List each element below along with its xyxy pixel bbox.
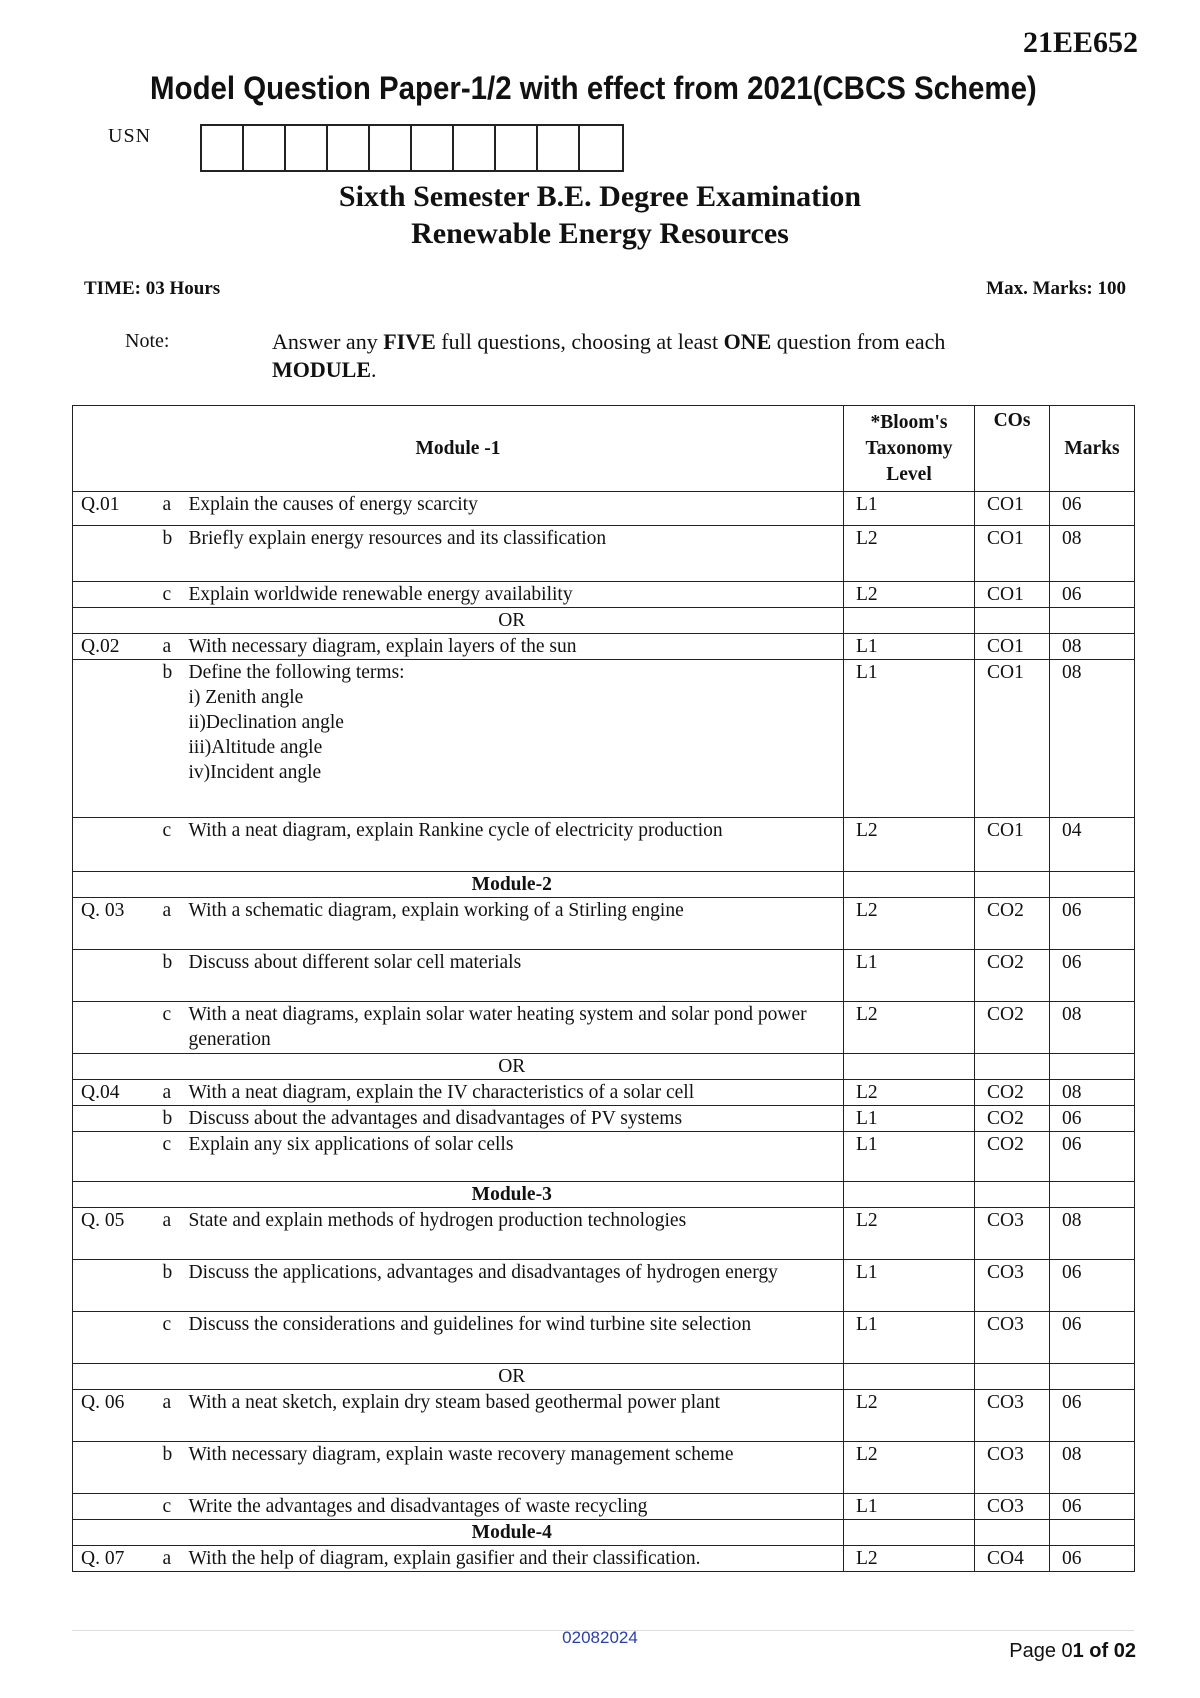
bloom-level: L1 (844, 1494, 975, 1520)
marks: 06 (1050, 1132, 1135, 1182)
question-text (185, 818, 844, 872)
marks (1050, 608, 1135, 634)
question-text (185, 1546, 844, 1572)
question-text (185, 526, 844, 582)
course-outcome: CO2 (975, 950, 1050, 1002)
marks: 06 (1050, 1260, 1135, 1312)
marks: 08 (1050, 1208, 1135, 1260)
question-number (73, 1132, 151, 1182)
question-row (73, 898, 1135, 950)
marks: 04 (1050, 818, 1135, 872)
usn-label: USN (108, 125, 152, 147)
bloom-level: L1 (844, 660, 975, 818)
sub-label: b (151, 1442, 185, 1494)
question-row (73, 526, 1135, 582)
question-text (185, 1132, 844, 1182)
course-outcome: CO3 (975, 1390, 1050, 1442)
bloom-level: L1 (844, 1106, 975, 1132)
header-marks: Marks (1050, 406, 1135, 492)
usn-box[interactable] (412, 126, 454, 170)
sub-label: c (151, 582, 185, 608)
question-number (73, 526, 151, 582)
course-outcome: CO1 (975, 634, 1050, 660)
question-number (73, 1054, 151, 1080)
marks: 06 (1050, 1390, 1135, 1442)
question-row (73, 950, 1135, 1002)
module-row (73, 872, 1135, 898)
question-main-text: Discuss the applications, advantages and disadvantages of hydrogen energy (188, 1262, 778, 1283)
sub-label: c (151, 1002, 185, 1054)
course-outcome (975, 872, 1050, 898)
sub-label: b (151, 1106, 185, 1132)
usn-box[interactable] (328, 126, 370, 170)
sub-label: b (151, 526, 185, 582)
bloom-level (844, 608, 975, 634)
bloom-level: L2 (844, 1208, 975, 1260)
question-number (73, 950, 151, 1002)
module-row (73, 1520, 1135, 1546)
module-heading: Module-4 (185, 1520, 844, 1546)
course-outcome: CO1 (975, 582, 1050, 608)
question-main-text: Discuss about different solar cell materials (188, 952, 522, 973)
marks: 08 (1050, 660, 1135, 818)
question-main-text: Explain worldwide renewable energy availability (188, 584, 573, 605)
question-main-text: Briefly explain energy resources and its classification (188, 528, 607, 549)
module-row (73, 1182, 1135, 1208)
usn-box[interactable] (202, 126, 244, 170)
course-outcome: CO1 (975, 818, 1050, 872)
sub-label (151, 1364, 185, 1390)
paper-title: Model Question Paper-1/2 with effect from 2021(CBCS Scheme) (150, 70, 1037, 106)
sub-label (151, 872, 185, 898)
question-main-text: With necessary diagram, explain waste recovery management scheme (188, 1444, 734, 1465)
question-text (185, 1208, 844, 1260)
question-number (73, 1312, 151, 1364)
page-number: Page 01 of 02 (1009, 1640, 1136, 1662)
sub-label: a (151, 1546, 185, 1572)
usn-box[interactable] (538, 126, 580, 170)
exam-line-1: Sixth Semester B.E. Degree Examination (338, 180, 862, 213)
bloom-level: L1 (844, 950, 975, 1002)
or-separator: OR (185, 608, 844, 634)
usn-box[interactable] (496, 126, 538, 170)
header-module-1: Module -1 (73, 406, 844, 492)
course-outcome: CO3 (975, 1442, 1050, 1494)
question-number (73, 1182, 151, 1208)
question-text (185, 660, 844, 818)
question-main-text: Explain any six applications of solar cells (188, 1134, 514, 1155)
question-number: Q.01 (73, 492, 151, 526)
sub-label: b (151, 1260, 185, 1312)
question-main-text: Define the following terms: (188, 662, 405, 683)
question-row (73, 1002, 1135, 1054)
subject-code: 21EE652 (1022, 26, 1138, 59)
bloom-level (844, 872, 975, 898)
header-bloom: *Bloom's Taxonomy Level (844, 406, 975, 492)
question-row (73, 1390, 1135, 1442)
question-text (185, 1390, 844, 1442)
question-main-text: With a neat diagrams, explain solar water heating system and solar pond power generation (188, 1004, 807, 1050)
or-row (73, 1054, 1135, 1080)
note-label: Note: (125, 330, 170, 352)
question-main-text: With necessary diagram, explain layers of the sun (188, 636, 577, 657)
question-text (185, 492, 844, 526)
question-main-text: With a schematic diagram, explain working of a Stirling engine (188, 900, 684, 921)
question-row (73, 1442, 1135, 1494)
question-text (185, 582, 844, 608)
bloom-level: L2 (844, 1002, 975, 1054)
question-text (185, 950, 844, 1002)
course-outcome: CO2 (975, 898, 1050, 950)
marks: 06 (1050, 492, 1135, 526)
question-number (73, 1002, 151, 1054)
bloom-level: L2 (844, 1390, 975, 1442)
exam-line-2: Renewable Energy Resources (411, 217, 789, 250)
course-outcome (975, 1182, 1050, 1208)
sub-label: a (151, 634, 185, 660)
course-outcome: CO2 (975, 1106, 1050, 1132)
header-cos: COs (975, 406, 1050, 492)
note-text: Answer any FIVE full questions, choosing at least ONE question from each MODULE. (272, 329, 946, 382)
question-table (72, 405, 1135, 1572)
marks (1050, 1364, 1135, 1390)
or-separator: OR (185, 1364, 844, 1390)
marks: 08 (1050, 1080, 1135, 1106)
question-row (73, 1080, 1135, 1106)
sub-label: a (151, 492, 185, 526)
question-row (73, 1312, 1135, 1364)
course-outcome: CO3 (975, 1312, 1050, 1364)
question-main-text: State and explain methods of hydrogen production technologies (188, 1210, 687, 1231)
question-text (185, 1080, 844, 1106)
question-main-text: With a neat diagram, explain Rankine cycle of electricity production (188, 820, 723, 841)
usn-box[interactable] (286, 126, 328, 170)
sub-label: c (151, 1494, 185, 1520)
sub-label (151, 1182, 185, 1208)
time-label: TIME: 03 Hours (84, 278, 221, 299)
bloom-level: L2 (844, 526, 975, 582)
question-text (185, 1002, 844, 1054)
question-number (73, 660, 151, 818)
question-main-text: Explain the causes of energy scarcity (188, 494, 478, 515)
usn-box[interactable] (580, 126, 622, 170)
question-text (185, 1494, 844, 1520)
marks: 08 (1050, 1002, 1135, 1054)
bloom-level: L2 (844, 898, 975, 950)
bloom-level: L1 (844, 1312, 975, 1364)
marks: 06 (1050, 1312, 1135, 1364)
bloom-level: L2 (844, 818, 975, 872)
course-outcome (975, 1520, 1050, 1546)
usn-box[interactable] (370, 126, 412, 170)
marks: 06 (1050, 1494, 1135, 1520)
marks: 06 (1050, 898, 1135, 950)
question-text (185, 1260, 844, 1312)
question-number: Q. 07 (73, 1546, 151, 1572)
question-row (73, 660, 1135, 818)
question-row (73, 1494, 1135, 1520)
course-outcome (975, 608, 1050, 634)
bloom-level: L2 (844, 1546, 975, 1572)
sub-label: c (151, 818, 185, 872)
sub-label: a (151, 1208, 185, 1260)
course-outcome: CO1 (975, 526, 1050, 582)
question-row (73, 1106, 1135, 1132)
question-text (185, 634, 844, 660)
bloom-level: L1 (844, 1132, 975, 1182)
question-row (73, 818, 1135, 872)
question-number (73, 1520, 151, 1546)
course-outcome: CO3 (975, 1494, 1050, 1520)
course-outcome (975, 1364, 1050, 1390)
question-row (73, 582, 1135, 608)
question-number (73, 1442, 151, 1494)
course-outcome: CO2 (975, 1080, 1050, 1106)
marks: 08 (1050, 526, 1135, 582)
bloom-level: L2 (844, 1080, 975, 1106)
usn-box[interactable] (454, 126, 496, 170)
marks: 06 (1050, 582, 1135, 608)
question-text (185, 1442, 844, 1494)
bloom-level: L1 (844, 1260, 975, 1312)
or-separator: OR (185, 1054, 844, 1080)
question-row (73, 1132, 1135, 1182)
question-number (73, 582, 151, 608)
question-number: Q. 05 (73, 1208, 151, 1260)
question-number: Q.02 (73, 634, 151, 660)
marks: 06 (1050, 1106, 1135, 1132)
course-outcome: CO2 (975, 1132, 1050, 1182)
question-number (73, 872, 151, 898)
course-outcome: CO1 (975, 492, 1050, 526)
course-outcome: CO3 (975, 1208, 1050, 1260)
footer-code: 02082024 (562, 1628, 638, 1647)
question-row (73, 492, 1135, 526)
question-row (73, 1546, 1135, 1572)
bloom-level: L1 (844, 492, 975, 526)
sub-label: a (151, 1080, 185, 1106)
marks (1050, 872, 1135, 898)
marks: 06 (1050, 1546, 1135, 1572)
question-main-text: With a neat diagram, explain the IV characteristics of a solar cell (188, 1082, 695, 1103)
question-row (73, 1260, 1135, 1312)
bloom-level: L2 (844, 582, 975, 608)
sub-label: c (151, 1312, 185, 1364)
bloom-level (844, 1364, 975, 1390)
question-main-text: With a neat sketch, explain dry steam based geothermal power plant (188, 1392, 720, 1413)
sub-label (151, 1520, 185, 1546)
question-sub-line: i) Zenith angle (188, 687, 304, 708)
course-outcome (975, 1054, 1050, 1080)
question-number: Q.04 (73, 1080, 151, 1106)
sub-label (151, 1054, 185, 1080)
module-heading: Module-3 (185, 1182, 844, 1208)
bloom-level: L2 (844, 1442, 975, 1494)
or-row (73, 608, 1135, 634)
course-outcome: CO1 (975, 660, 1050, 818)
question-text (185, 1106, 844, 1132)
usn-box[interactable] (244, 126, 286, 170)
question-number: Q. 06 (73, 1390, 151, 1442)
sub-label: a (151, 898, 185, 950)
question-main-text: Discuss about the advantages and disadvantages of PV systems (188, 1108, 683, 1129)
question-text (185, 1312, 844, 1364)
bloom-level (844, 1054, 975, 1080)
marks (1050, 1520, 1135, 1546)
question-sub-line: iii)Altitude angle (188, 737, 323, 758)
exam-title (0, 178, 1200, 252)
module-heading: Module-2 (185, 872, 844, 898)
question-number (73, 1106, 151, 1132)
course-outcome: CO3 (975, 1260, 1050, 1312)
course-outcome: CO2 (975, 1002, 1050, 1054)
question-number (73, 608, 151, 634)
question-number (73, 818, 151, 872)
usn-boxes[interactable] (200, 124, 624, 172)
question-sub-line: iv)Incident angle (188, 762, 322, 783)
or-row (73, 1364, 1135, 1390)
marks (1050, 1182, 1135, 1208)
sub-label: a (151, 1390, 185, 1442)
sub-label (151, 608, 185, 634)
marks: 06 (1050, 950, 1135, 1002)
marks (1050, 1054, 1135, 1080)
question-main-text: With the help of diagram, explain gasifier and their classification. (188, 1548, 701, 1569)
bloom-level: L1 (844, 634, 975, 660)
question-number (73, 1260, 151, 1312)
question-main-text: Write the advantages and disadvantages of waste recycling (188, 1496, 648, 1517)
bloom-level (844, 1520, 975, 1546)
max-marks: Max. Marks: 100 (986, 278, 1126, 299)
course-outcome: CO4 (975, 1546, 1050, 1572)
marks: 08 (1050, 634, 1135, 660)
sub-label: b (151, 950, 185, 1002)
question-number (73, 1494, 151, 1520)
question-row (73, 634, 1135, 660)
question-row (73, 1208, 1135, 1260)
question-rows (73, 492, 1135, 1572)
sub-label: c (151, 1132, 185, 1182)
question-number (73, 1364, 151, 1390)
question-number: Q. 03 (73, 898, 151, 950)
bloom-level (844, 1182, 975, 1208)
question-sub-line: ii)Declination angle (188, 712, 344, 733)
question-main-text: Discuss the considerations and guidelines for wind turbine site selection (188, 1314, 752, 1335)
sub-label: b (151, 660, 185, 818)
question-text (185, 898, 844, 950)
marks: 08 (1050, 1442, 1135, 1494)
